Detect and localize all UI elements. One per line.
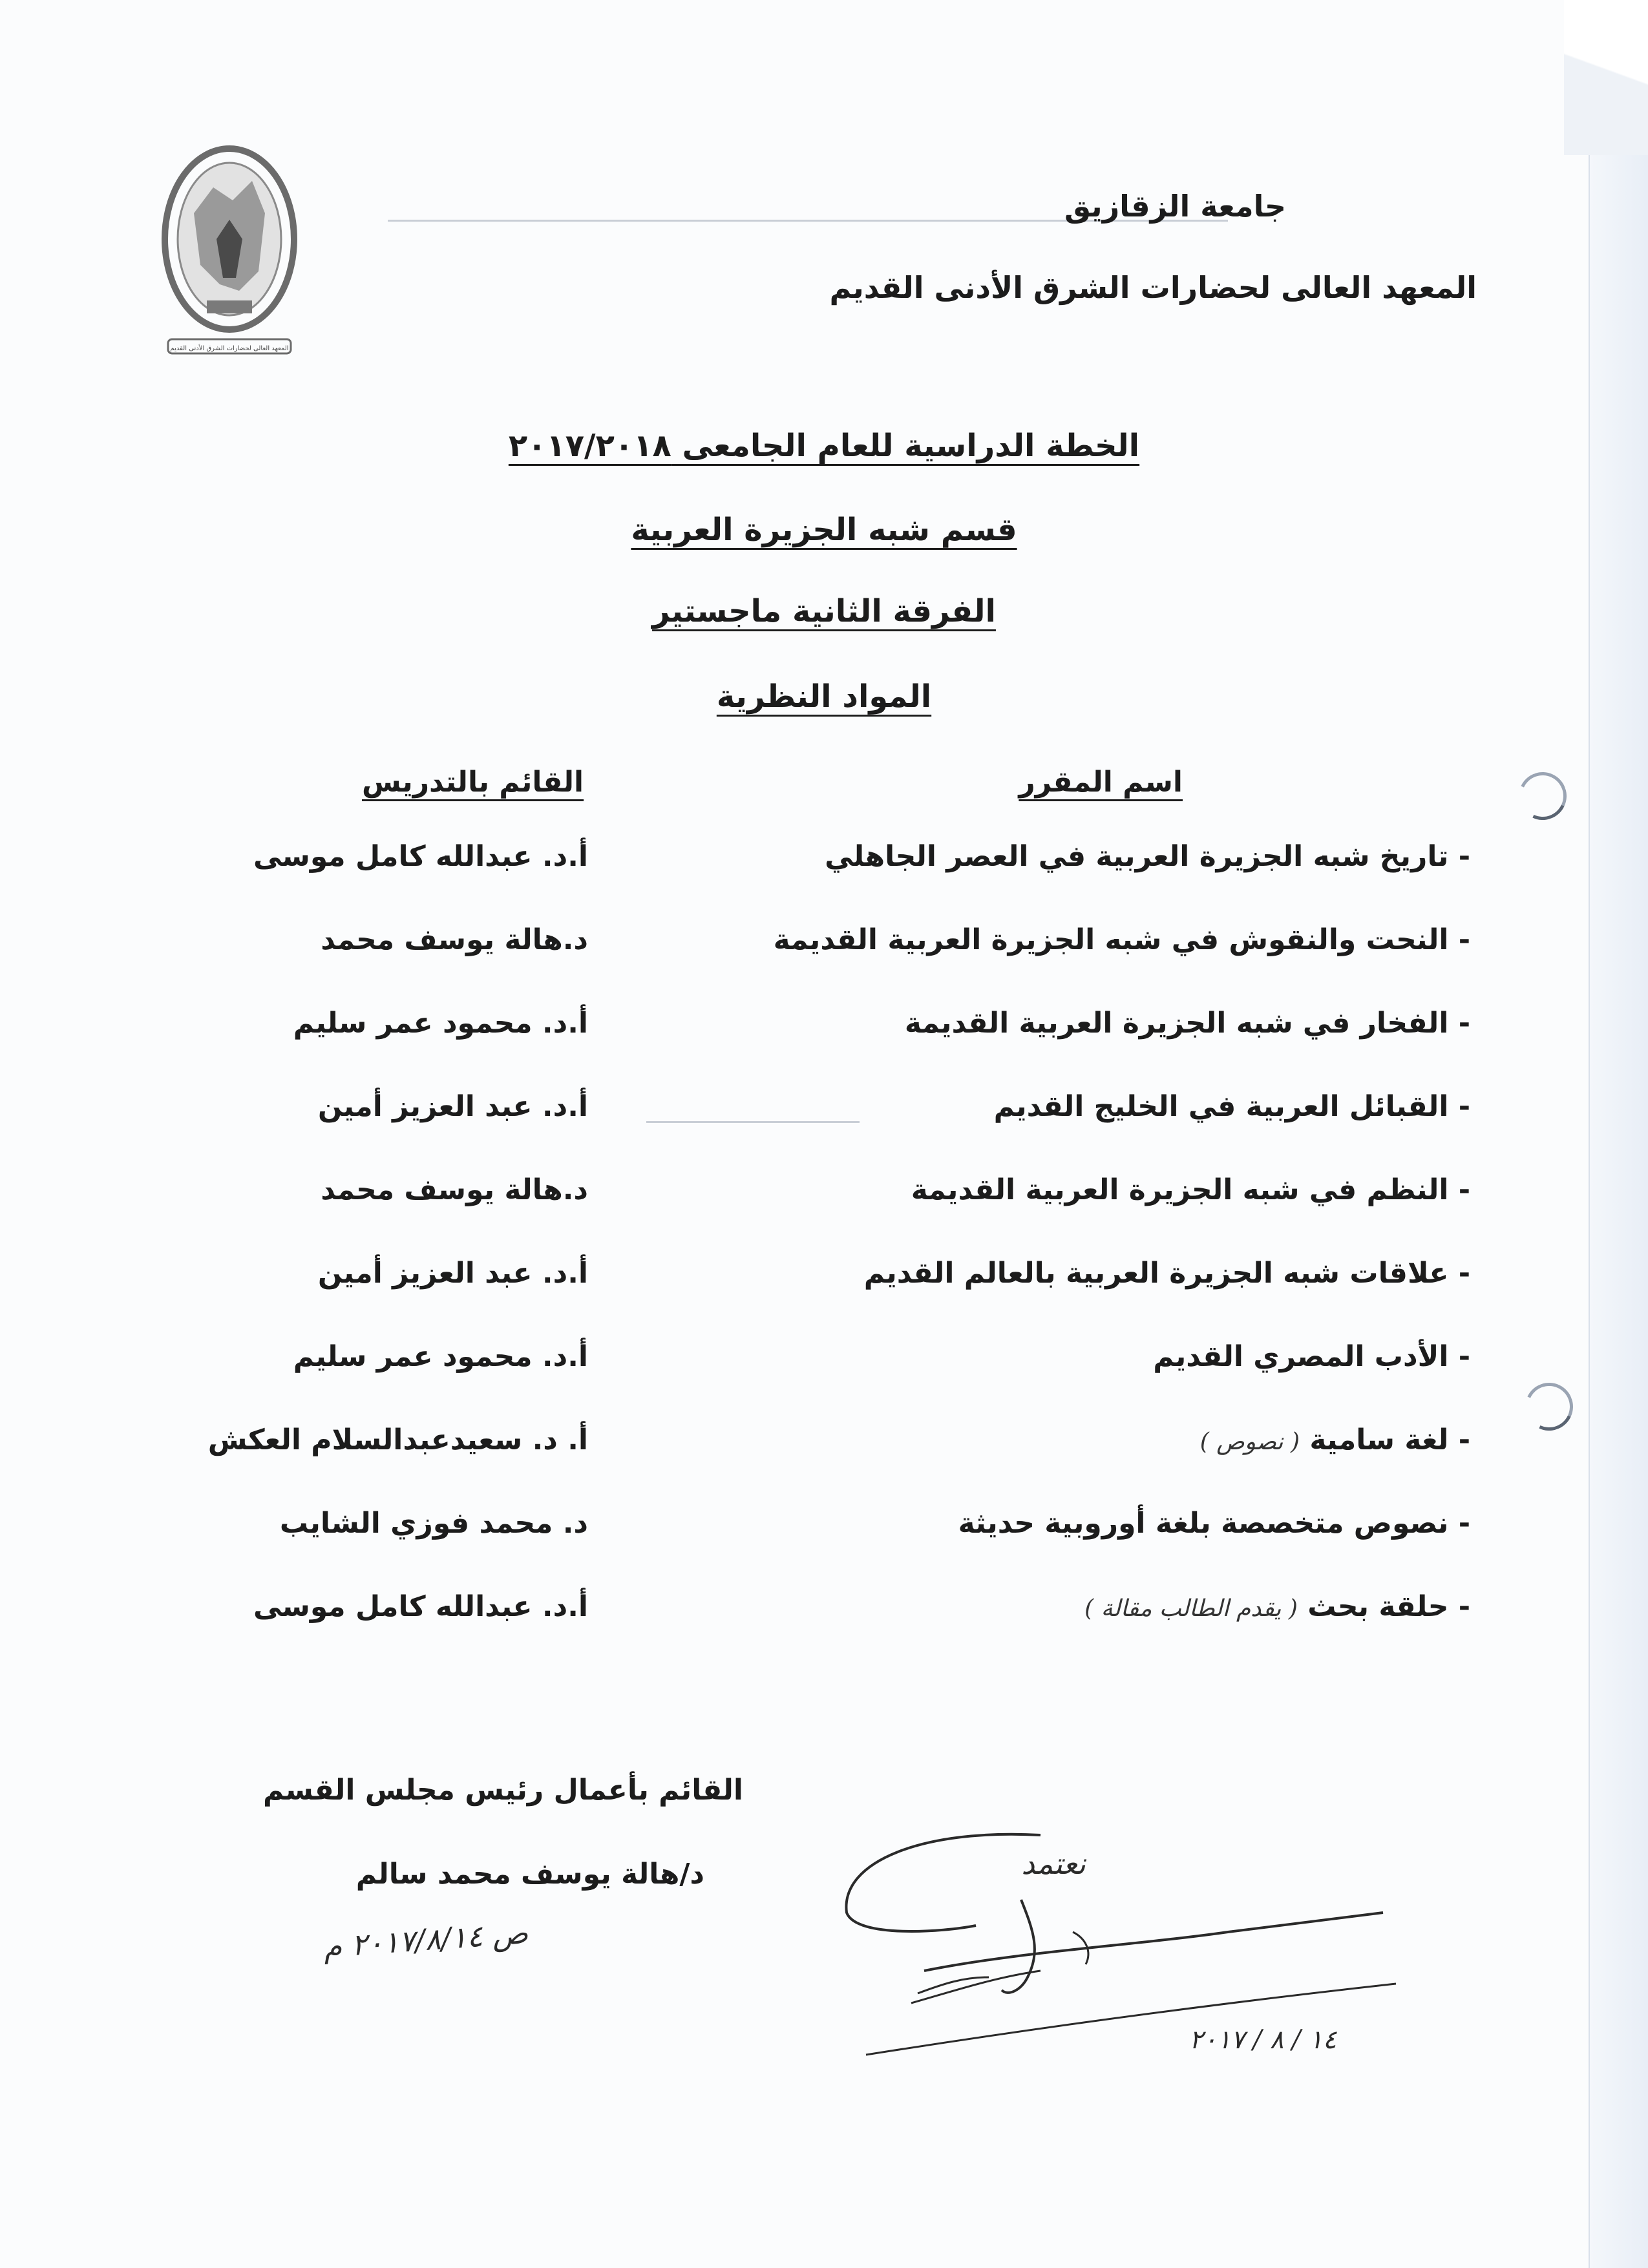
course-name: - النحت والنقوش في شبه الجزيرة العربية القديمة (773, 923, 1470, 956)
teacher-name: أ.د. عبد العزيز أمين (317, 1257, 588, 1290)
svg-text:١٤ / ٨ / ٢٠١٧: ١٤ / ٨ / ٢٠١٧ (1189, 2025, 1337, 2055)
folded-corner (1564, 0, 1648, 155)
table-row (0, 1257, 1648, 1340)
course-name: - علاقات شبه الجزيرة العربية بالعالم القديم (863, 1257, 1470, 1290)
punch-hole-icon (1512, 766, 1574, 827)
teacher-name: أ.د. عبدالله كامل موسى (253, 840, 588, 873)
course-table (0, 840, 1648, 1674)
teacher-name: أ.د. محمود عمر سليم (293, 1340, 588, 1373)
table-row (0, 1423, 1648, 1507)
teacher-name: أ.د. عبد العزيز أمين (317, 1090, 588, 1123)
table-row (0, 1007, 1648, 1090)
signatory-name: د/هالة يوسف محمد سالم (355, 1858, 704, 1891)
course-name: - القبائل العربية في الخليج القديم (993, 1090, 1470, 1123)
teacher-name: أ. د. سعيدعبدالسلام العكش (207, 1423, 588, 1456)
teacher-name: د.هالة يوسف محمد (321, 923, 588, 956)
course-name: - الأدب المصري القديم (1153, 1340, 1470, 1373)
svg-text:المعهد العالى لحضارات الشرق ال: المعهد العالى لحضارات الشرق الأدنى القديم (170, 345, 289, 352)
level-title: الفرقة الثانية ماجستير (652, 593, 996, 629)
table-row (0, 1173, 1648, 1257)
course-name: - حلقة بحث ( يقدم الطالب مقالة ) (1084, 1590, 1470, 1623)
course-column-header: اسم المقرر (1019, 766, 1183, 799)
teacher-name: د. محمد فوزي الشايب (279, 1507, 588, 1540)
university-name: جامعة الزقازيق (1064, 189, 1286, 224)
signatory-role: القائم بأعمال رئيس مجلس القسم (262, 1774, 743, 1807)
course-name: - تاريخ شبه الجزيرة العربية في العصر الجاهلي (825, 840, 1470, 873)
section-title: المواد النظرية (716, 678, 932, 715)
course-name: - لغة سامية ( نصوص ) (1199, 1423, 1470, 1456)
plan-title: الخطة الدراسية للعام الجامعى ٢٠١٧/٢٠١٨ (508, 428, 1140, 464)
svg-text:نعتمد: نعتمد (1021, 1846, 1086, 1881)
table-row (0, 923, 1648, 1007)
logo-emblem-icon (155, 142, 304, 362)
teacher-name: أ.د. عبدالله كامل موسى (253, 1590, 588, 1623)
course-name: - نصوص متخصصة بلغة أوروبية حديثة (958, 1507, 1470, 1540)
course-name: - النظم في شبه الجزيرة العربية القديمة (911, 1173, 1470, 1206)
course-name: - الفخار في شبه الجزيرة العربية القديمة (904, 1007, 1470, 1040)
table-row (0, 1507, 1648, 1590)
teacher-name: أ.د. محمود عمر سليم (293, 1007, 588, 1040)
table-row (0, 1590, 1648, 1674)
department-title: قسم شبه الجزيرة العربية (631, 512, 1017, 548)
teacher-column-header: القائم بالتدريس (362, 766, 584, 799)
teacher-name: د.هالة يوسف محمد (321, 1173, 588, 1206)
table-row (0, 840, 1648, 923)
table-row (0, 1340, 1648, 1423)
table-row (0, 1090, 1648, 1173)
handwritten-date: ص ٢٠١٧/٨/١٤ م (322, 1915, 529, 1965)
handwritten-signature (827, 1783, 1441, 2074)
institute-logo (155, 142, 304, 362)
institute-name: المعهد العالى لحضارات الشرق الأدنى القديم (829, 270, 1477, 305)
